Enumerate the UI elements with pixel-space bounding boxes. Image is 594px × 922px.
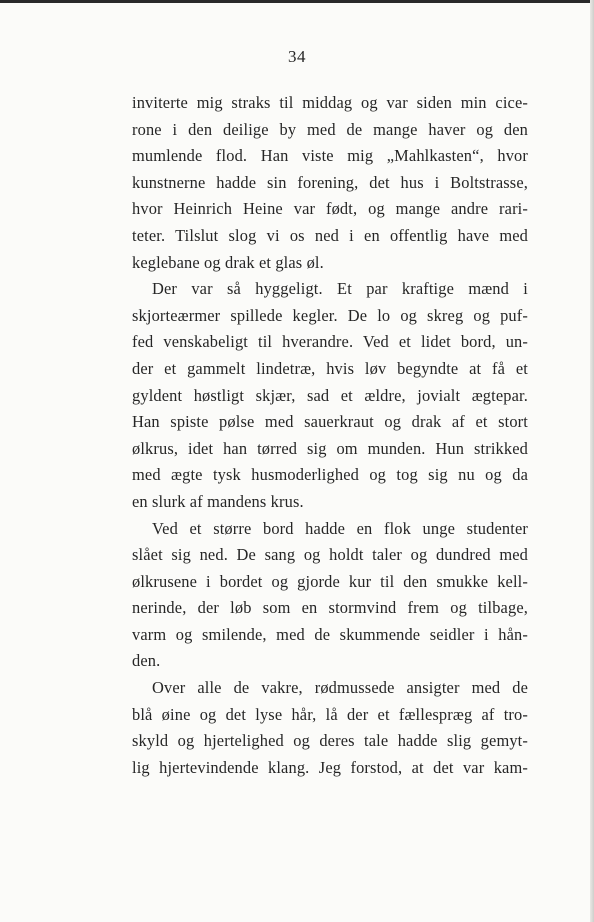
text-line: der et gammelt lindetræ, hvis løv begyndte at få et [132, 358, 528, 378]
text-line: inviterte mig straks til middag og var siden min cice- [132, 93, 528, 112]
text-line: blå øine og det lyse hår, lå der et fællespræg af tro- [132, 704, 528, 724]
text-line: skyld og hjertelighed og deres tale hadde slig gemyt- [132, 731, 528, 751]
page-top-edge [0, 0, 594, 3]
text-line: den. [132, 651, 161, 671]
text-line: fed venskabeligt til hverandre. Ved et lidet bord, un- [132, 332, 528, 352]
text-line: Der var så hyggeligt. Et par kraftige mænd i [152, 279, 528, 299]
text-line: lig hjertevindende klang. Jeg forstod, at det var kam- [132, 757, 528, 777]
text-line: Ved et større bord hadde en flok unge studenter [152, 518, 528, 538]
text-line: mumlende flod. Han viste mig „Mahlkasten“, hvor [132, 146, 528, 166]
text-line: ølkrus, idet han tørred sig om munden. Hun strikked [132, 438, 528, 458]
text-line: gyldent høstligt skjær, sad et ældre, jovialt ægtepar. [132, 385, 528, 405]
text-line: Over alle de vakre, rødmussede ansigter med de [152, 678, 528, 698]
page-right-edge [590, 0, 594, 922]
text-line: med ægte tysk husmoderlighed og tog sig nu og da [132, 465, 528, 485]
text-line: keglebane og drak et glas øl. [132, 252, 324, 272]
text-line: rone i den deilige by med de mange haver og den [132, 119, 528, 139]
text-line: ølkrusene i bordet og gjorde kur til den smukke kell- [132, 571, 528, 591]
text-line: teter. Tilslut slog vi os ned i en offentlig have med [132, 225, 528, 245]
text-line: slået sig ned. De sang og holdt taler og dundred med [132, 545, 528, 565]
text-line: en slurk af mandens krus. [132, 491, 304, 511]
page-number: 34 [288, 47, 306, 66]
text-line: hvor Heinrich Heine var født, og mange andre rari- [132, 199, 528, 219]
text-line: varm og smilende, med de skummende seidler i hån- [132, 624, 528, 644]
text-line: kunstnerne hadde sin forening, det hus i Boltstrasse, [132, 172, 528, 192]
text-line: skjorteærmer spillede kegler. De lo og skreg og puf- [132, 305, 528, 325]
body-text [132, 90, 528, 781]
text-line: nerinde, der løb som en stormvind frem og tilbage, [132, 598, 528, 618]
text-line: Han spiste pølse med sauerkraut og drak af et stort [132, 412, 528, 432]
